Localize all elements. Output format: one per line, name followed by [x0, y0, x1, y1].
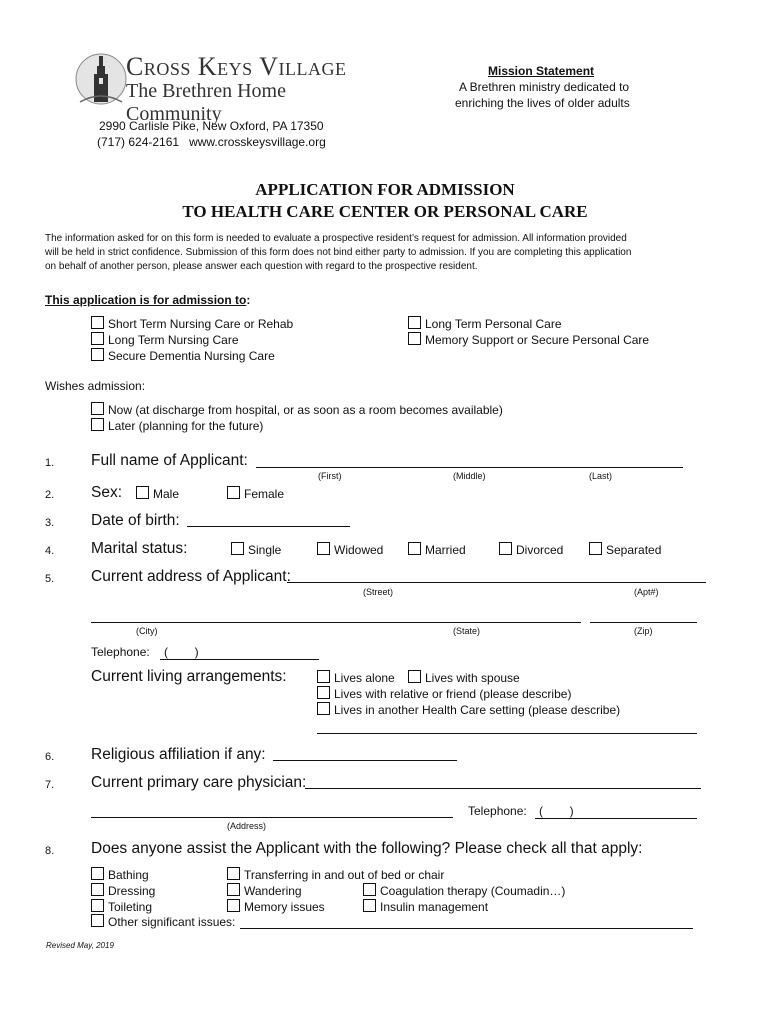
- logo: [72, 50, 362, 125]
- street-label: (Street): [363, 587, 394, 597]
- org-name: Cross Keys Village: [126, 52, 347, 81]
- assist-option[interactable]: [91, 867, 149, 882]
- physician-telephone-label: Telephone:: [468, 804, 527, 818]
- option-label: Widowed: [334, 543, 384, 557]
- q8-label: Does anyone assist the Applicant with the following? Please check all that apply:: [91, 840, 643, 857]
- physician-telephone-field[interactable]: [535, 818, 697, 819]
- option-label: Memory issues: [244, 900, 325, 914]
- checkbox[interactable]: [91, 914, 104, 927]
- option-label: Toileting: [108, 900, 153, 914]
- physician-address-field[interactable]: [91, 817, 453, 818]
- assist-option[interactable]: [227, 867, 444, 882]
- checkbox[interactable]: [408, 332, 421, 345]
- mission-line-2: enriching the lives of older adults: [455, 96, 630, 110]
- option-label: Memory Support or Secure Personal Care: [425, 333, 650, 347]
- religious-affiliation-field[interactable]: [273, 760, 457, 761]
- checkbox[interactable]: [91, 867, 104, 880]
- checkbox[interactable]: [227, 883, 240, 896]
- checkbox[interactable]: [91, 883, 104, 896]
- living-option[interactable]: [408, 670, 520, 685]
- checkbox[interactable]: [317, 702, 330, 715]
- option-label: Secure Dementia Nursing Care: [108, 349, 275, 363]
- checkbox[interactable]: [227, 867, 240, 880]
- checkbox[interactable]: [91, 316, 104, 329]
- zip-field[interactable]: [590, 622, 697, 623]
- intro-line-1: The information asked for on this form is needed to evaluate a prospective resident’s request for admission. All information provided: [45, 233, 627, 244]
- q5-number: 5.: [45, 573, 55, 585]
- option-label: Lives with relative or friend (please describe): [334, 687, 572, 701]
- q4-label: Marital status:: [91, 540, 188, 557]
- last-label: (Last): [589, 471, 613, 481]
- q4-number: 4.: [45, 545, 55, 557]
- first-label: (First): [318, 471, 342, 481]
- q1-number: 1.: [45, 457, 55, 469]
- checkbox[interactable]: [91, 402, 104, 415]
- assist-option[interactable]: [227, 899, 325, 914]
- checkbox[interactable]: [499, 542, 512, 555]
- living-description-field[interactable]: [317, 733, 697, 734]
- option-label: Lives with spouse: [425, 671, 520, 685]
- q5-label: Current address of Applicant:: [91, 568, 291, 585]
- living-arrangements-label: Current living arrangements:: [91, 668, 287, 685]
- mission-line-1: A Brethren ministry dedicated to: [459, 80, 630, 94]
- contact-line: (717) 624-2161 www.crosskeysvillage.org: [97, 135, 326, 149]
- form-title-line-1: APPLICATION FOR ADMISSION: [255, 180, 515, 199]
- q1-label: Full name of Applicant:: [91, 452, 248, 469]
- option-label: Transferring in and out of bed or chair: [244, 868, 445, 882]
- admission-heading: [45, 293, 250, 307]
- wishes-label: Wishes admission:: [45, 379, 146, 393]
- living-option[interactable]: [317, 702, 620, 717]
- assist-option[interactable]: [227, 883, 302, 898]
- assist-option[interactable]: [363, 883, 565, 898]
- option-label: Divorced: [516, 543, 564, 557]
- checkbox[interactable]: [91, 348, 104, 361]
- admission-option[interactable]: [408, 332, 649, 347]
- q2-number: 2.: [45, 489, 55, 501]
- revised-note: Revised May, 2019: [46, 941, 114, 950]
- option-label: Separated: [606, 543, 662, 557]
- checkbox[interactable]: [363, 883, 376, 896]
- org-tagline: The Brethren Home Community: [126, 80, 286, 125]
- option-label: Now (at discharge from hospital, or as soon as a room becomes available): [108, 403, 503, 417]
- city-label: (City): [136, 626, 158, 636]
- telephone-field[interactable]: [160, 659, 319, 660]
- street-address-field[interactable]: [287, 582, 706, 583]
- physician-telephone-area-code: ( ): [539, 804, 574, 818]
- checkbox[interactable]: [408, 316, 421, 329]
- assist-option[interactable]: [363, 899, 488, 914]
- state-label: (State): [453, 626, 481, 636]
- option-label: Short Term Nursing Care or Rehab: [108, 317, 294, 331]
- assist-option[interactable]: [91, 899, 152, 914]
- living-option[interactable]: [317, 686, 571, 701]
- other-issues-field[interactable]: [240, 928, 693, 929]
- apt-label: (Apt#): [634, 587, 659, 597]
- option-label: Long Term Personal Care: [425, 317, 562, 331]
- admission-option[interactable]: [91, 316, 293, 331]
- sex-option-female[interactable]: [227, 486, 284, 501]
- mission-title: Mission Statement: [488, 64, 595, 78]
- checkbox[interactable]: [589, 542, 602, 555]
- marital-option[interactable]: [589, 542, 661, 557]
- checkbox[interactable]: [317, 542, 330, 555]
- option-label: Insulin management: [380, 900, 489, 914]
- city-state-field[interactable]: [91, 622, 581, 623]
- option-label: Other significant issues:: [108, 915, 236, 929]
- date-of-birth-field[interactable]: [187, 526, 350, 527]
- living-option[interactable]: [317, 670, 395, 685]
- checkbox[interactable]: [231, 542, 244, 555]
- checkbox[interactable]: [317, 670, 330, 683]
- telephone-label: Telephone:: [91, 645, 150, 659]
- option-label: Later (planning for the future): [108, 419, 264, 433]
- option-label: Male: [153, 487, 180, 501]
- q7-label: Current primary care physician:: [91, 774, 307, 791]
- tower-emblem-icon: [72, 50, 130, 108]
- q3-label: Date of birth:: [91, 512, 180, 529]
- wishes-option[interactable]: [91, 402, 503, 417]
- physician-name-field[interactable]: [305, 788, 701, 789]
- q8-number: 8.: [45, 845, 55, 857]
- q7-number: 7.: [45, 779, 55, 791]
- option-label: Coagulation therapy (Coumadin…): [380, 884, 566, 898]
- wishes-option[interactable]: [91, 418, 263, 433]
- checkbox[interactable]: [91, 332, 104, 345]
- assist-option[interactable]: [91, 883, 155, 898]
- option-label: Lives alone: [334, 671, 395, 685]
- marital-option[interactable]: [317, 542, 383, 557]
- checkbox[interactable]: [408, 670, 421, 683]
- q6-label: Religious affiliation if any:: [91, 746, 266, 763]
- admission-option[interactable]: [408, 316, 562, 331]
- telephone-area-code: ( ): [164, 645, 199, 659]
- option-label: Lives in another Health Care setting (please describe): [334, 703, 621, 717]
- option-label: Single: [248, 543, 282, 557]
- checkbox[interactable]: [408, 542, 421, 555]
- intro-line-2: will be held in strict confidence. Submission of this form does not bind either party to admission. If you are completing this application: [45, 247, 632, 258]
- admission-heading-text: This application is for admission to: [45, 293, 247, 307]
- admission-option[interactable]: [91, 348, 275, 363]
- checkbox[interactable]: [227, 899, 240, 912]
- q3-number: 3.: [45, 517, 55, 529]
- checkbox[interactable]: [363, 899, 376, 912]
- checkbox[interactable]: [227, 486, 240, 499]
- option-label: Married: [425, 543, 466, 557]
- middle-label: (Middle): [453, 471, 486, 481]
- option-label: Long Term Nursing Care: [108, 333, 239, 347]
- option-label: Female: [244, 487, 285, 501]
- form-title-line-2: TO HEALTH CARE CENTER OR PERSONAL CARE: [182, 202, 588, 221]
- address-line: 2990 Carlisle Pike, New Oxford, PA 17350: [99, 119, 324, 133]
- full-name-field[interactable]: [256, 467, 683, 468]
- checkbox[interactable]: [91, 418, 104, 431]
- marital-option[interactable]: [408, 542, 466, 557]
- marital-option[interactable]: [499, 542, 563, 557]
- checkbox[interactable]: [317, 686, 330, 699]
- admission-option[interactable]: [91, 332, 239, 347]
- intro-line-3: on behalf of another person, please answer each question with regard to the prospective resident.: [45, 261, 478, 272]
- address-label: (Address): [227, 821, 267, 831]
- option-label: Bathing: [108, 868, 149, 882]
- assist-option-other[interactable]: [91, 914, 235, 929]
- zip-label: (Zip): [634, 626, 653, 636]
- q6-number: 6.: [45, 751, 55, 763]
- q2-label: Sex:: [91, 484, 123, 501]
- sex-option-male[interactable]: [136, 486, 179, 501]
- marital-option[interactable]: [231, 542, 281, 557]
- option-label: Wandering: [244, 884, 302, 898]
- checkbox[interactable]: [136, 486, 149, 499]
- checkbox[interactable]: [91, 899, 104, 912]
- admission-heading-colon: :: [246, 293, 251, 307]
- option-label: Dressing: [108, 884, 156, 898]
